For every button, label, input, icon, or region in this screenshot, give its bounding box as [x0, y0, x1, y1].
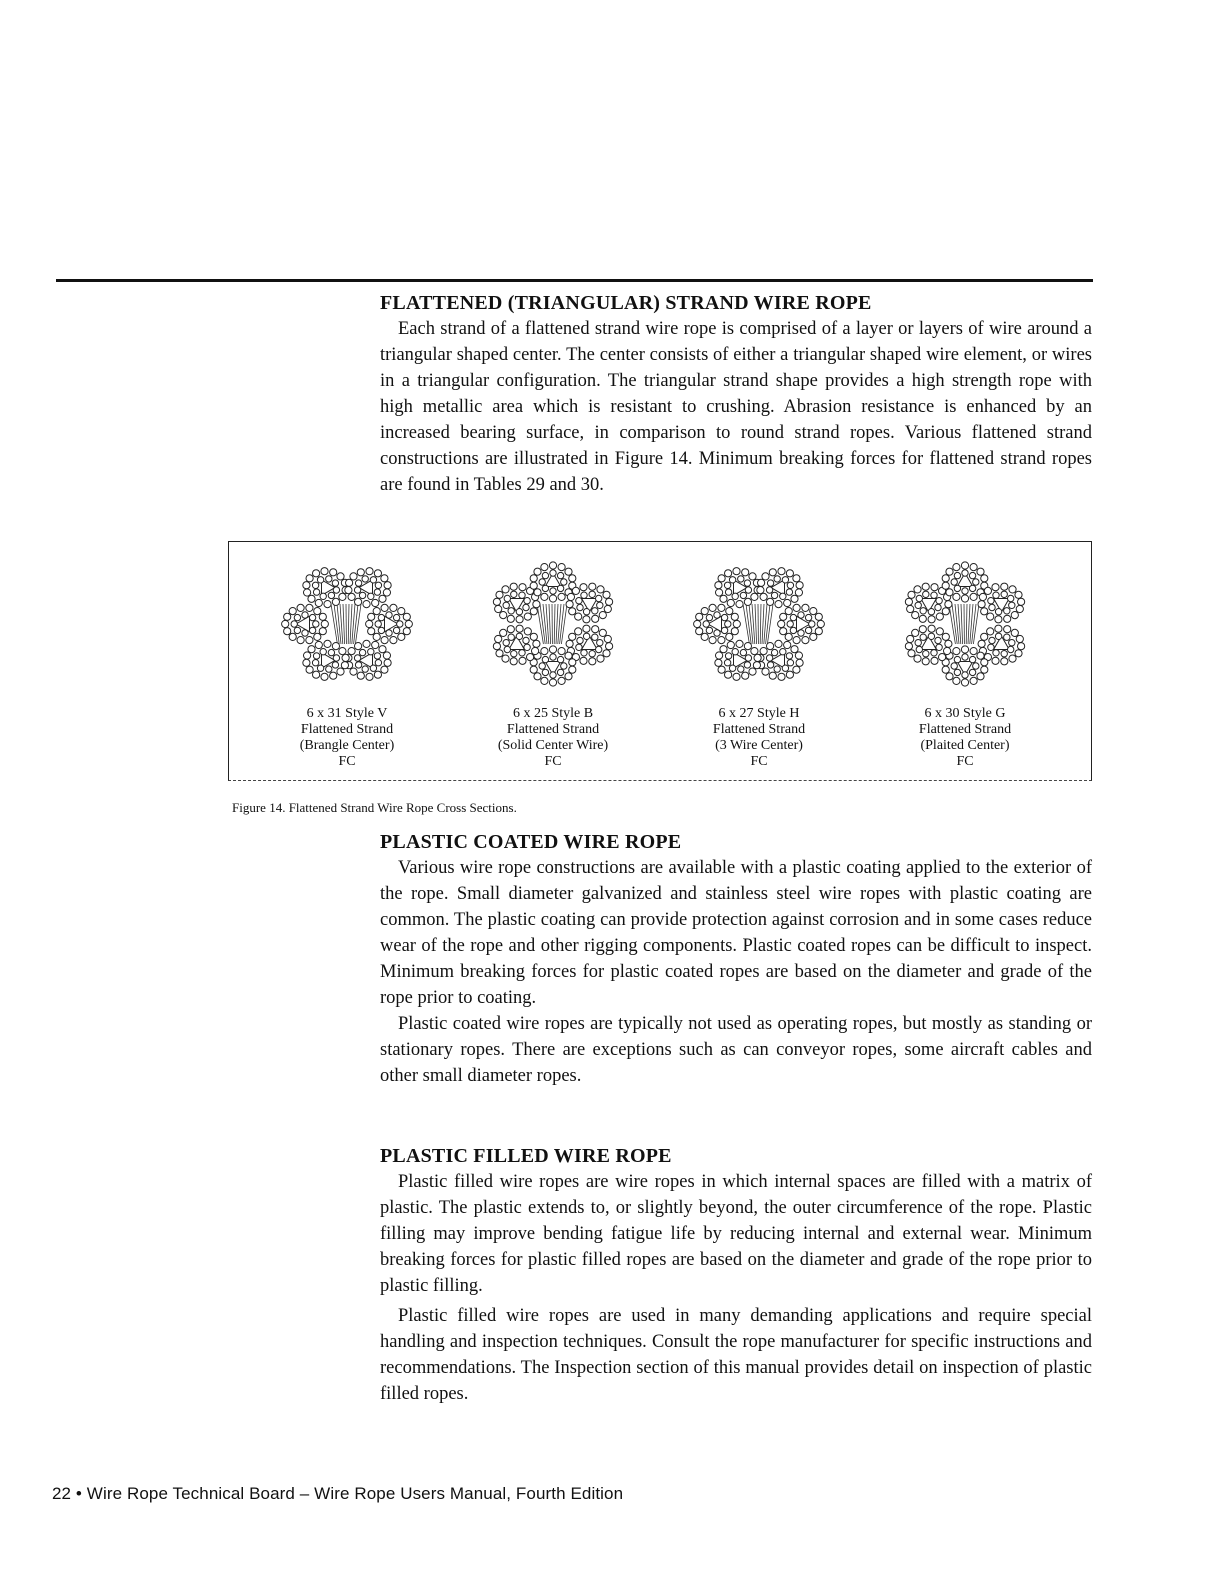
- section-paragraph: Each strand of a flattened strand wire rope is comprised of a layer or layers of wire around a triangular shaped center. The center consists of either a triangular shaped wire element, or wires in a triangular configuration. The triangular strand shape provides a high strength rope with high metallic area which is resistant to crushing. Abrasion resistance is enhanced by an increased bearing surface, in comparison to round strand ropes. Various flattened strand constructions are illustrated in Figure 14. Minimum breaking forces for flattened strand ropes are found in Tables 29 and 30.: [380, 319, 1092, 495]
- caption-core: FC: [956, 754, 974, 769]
- caption-type: Flattened Strand: [712, 722, 806, 737]
- rope-cross-section-1: [267, 554, 427, 694]
- rope-illustration-6x27-style-h: [679, 554, 839, 694]
- section-plastic-coated: [380, 829, 1092, 1089]
- page-footer: 22 • Wire Rope Technical Board – Wire Rope Users Manual, Fourth Edition: [52, 1484, 624, 1503]
- caption-construction: 6 x 30 Style G: [924, 706, 1006, 721]
- section-title: PLASTIC COATED WIRE ROPE: [380, 831, 682, 853]
- caption-center: (Brangle Center): [299, 738, 395, 753]
- rope-caption-3: [659, 706, 859, 770]
- top-rule: [56, 279, 1093, 282]
- section-paragraph: Various wire rope constructions are available with a plastic coating applied to the exterior of the rope. Small diameter galvanized and stainless steel wire ropes with plastic coating are common. The plastic coating can provide protection against corrosion and in some cases reduce wear of the rope and other rigging components. Plastic coated ropes can be difficult to inspect. Minimum breaking forces for plastic coated ropes are based on the diameter and grade of the rope prior to coating.: [380, 858, 1092, 1008]
- caption-center: (3 Wire Center): [715, 738, 803, 753]
- caption-construction: 6 x 27 Style H: [718, 706, 800, 721]
- section-title: PLASTIC FILLED WIRE ROPE: [380, 1145, 672, 1167]
- figure-14-box: [228, 541, 1092, 781]
- rope-caption-2: [453, 706, 653, 770]
- caption-center: (Solid Center Wire): [497, 738, 609, 753]
- caption-center: (Plaited Center): [920, 738, 1010, 753]
- caption-construction: 6 x 31 Style V: [306, 706, 388, 721]
- section-paragraph: Plastic coated wire ropes are typically not used as operating ropes, but mostly as standing or stationary ropes. There are exceptions such as can conveyor ropes, some aircraft cables and other small diameter ropes.: [380, 1014, 1092, 1086]
- figure-caption: Figure 14. Flattened Strand Wire Rope Cross Sections.: [232, 800, 517, 815]
- caption-core: FC: [750, 754, 768, 769]
- rope-cross-section-3: [679, 554, 839, 694]
- rope-caption-1: [247, 706, 447, 770]
- caption-type: Flattened Strand: [918, 722, 1012, 737]
- rope-cross-section-4: [885, 554, 1045, 694]
- caption-core: FC: [544, 754, 562, 769]
- caption-type: Flattened Strand: [300, 722, 394, 737]
- caption-construction: 6 x 25 Style B: [512, 706, 594, 721]
- caption-type: Flattened Strand: [506, 722, 600, 737]
- section-plastic-filled: [380, 1143, 1092, 1407]
- caption-core: FC: [338, 754, 356, 769]
- rope-illustration-6x30-style-g: [885, 554, 1045, 694]
- rope-caption-4: [865, 706, 1065, 770]
- section-paragraph: Plastic filled wire ropes are wire ropes in which internal spaces are filled with a matrix of plastic. The plastic extends to, or slightly beyond, the outer circumference of the rope. Plastic filling may improve bending fatigue life by reducing internal and external wear. Minimum breaking forces for plastic filled ropes are based on the diameter and grade of the rope prior to plastic filling.: [380, 1172, 1092, 1296]
- rope-illustration-6x31-style-v: [267, 554, 427, 694]
- section-title: FLATTENED (TRIANGULAR) STRAND WIRE ROPE: [380, 292, 872, 314]
- section-paragraph: Plastic filled wire ropes are used in many demanding applications and require special handling and inspection techniques. Consult the rope manufacturer for specific instructions and recommendations. The Inspection section of this manual provides detail on inspection of plastic filled ropes.: [380, 1306, 1092, 1404]
- rope-cross-section-2: [473, 554, 633, 694]
- rope-illustration-6x25-style-b: [473, 554, 633, 694]
- section-flattened-strand: [380, 290, 1092, 498]
